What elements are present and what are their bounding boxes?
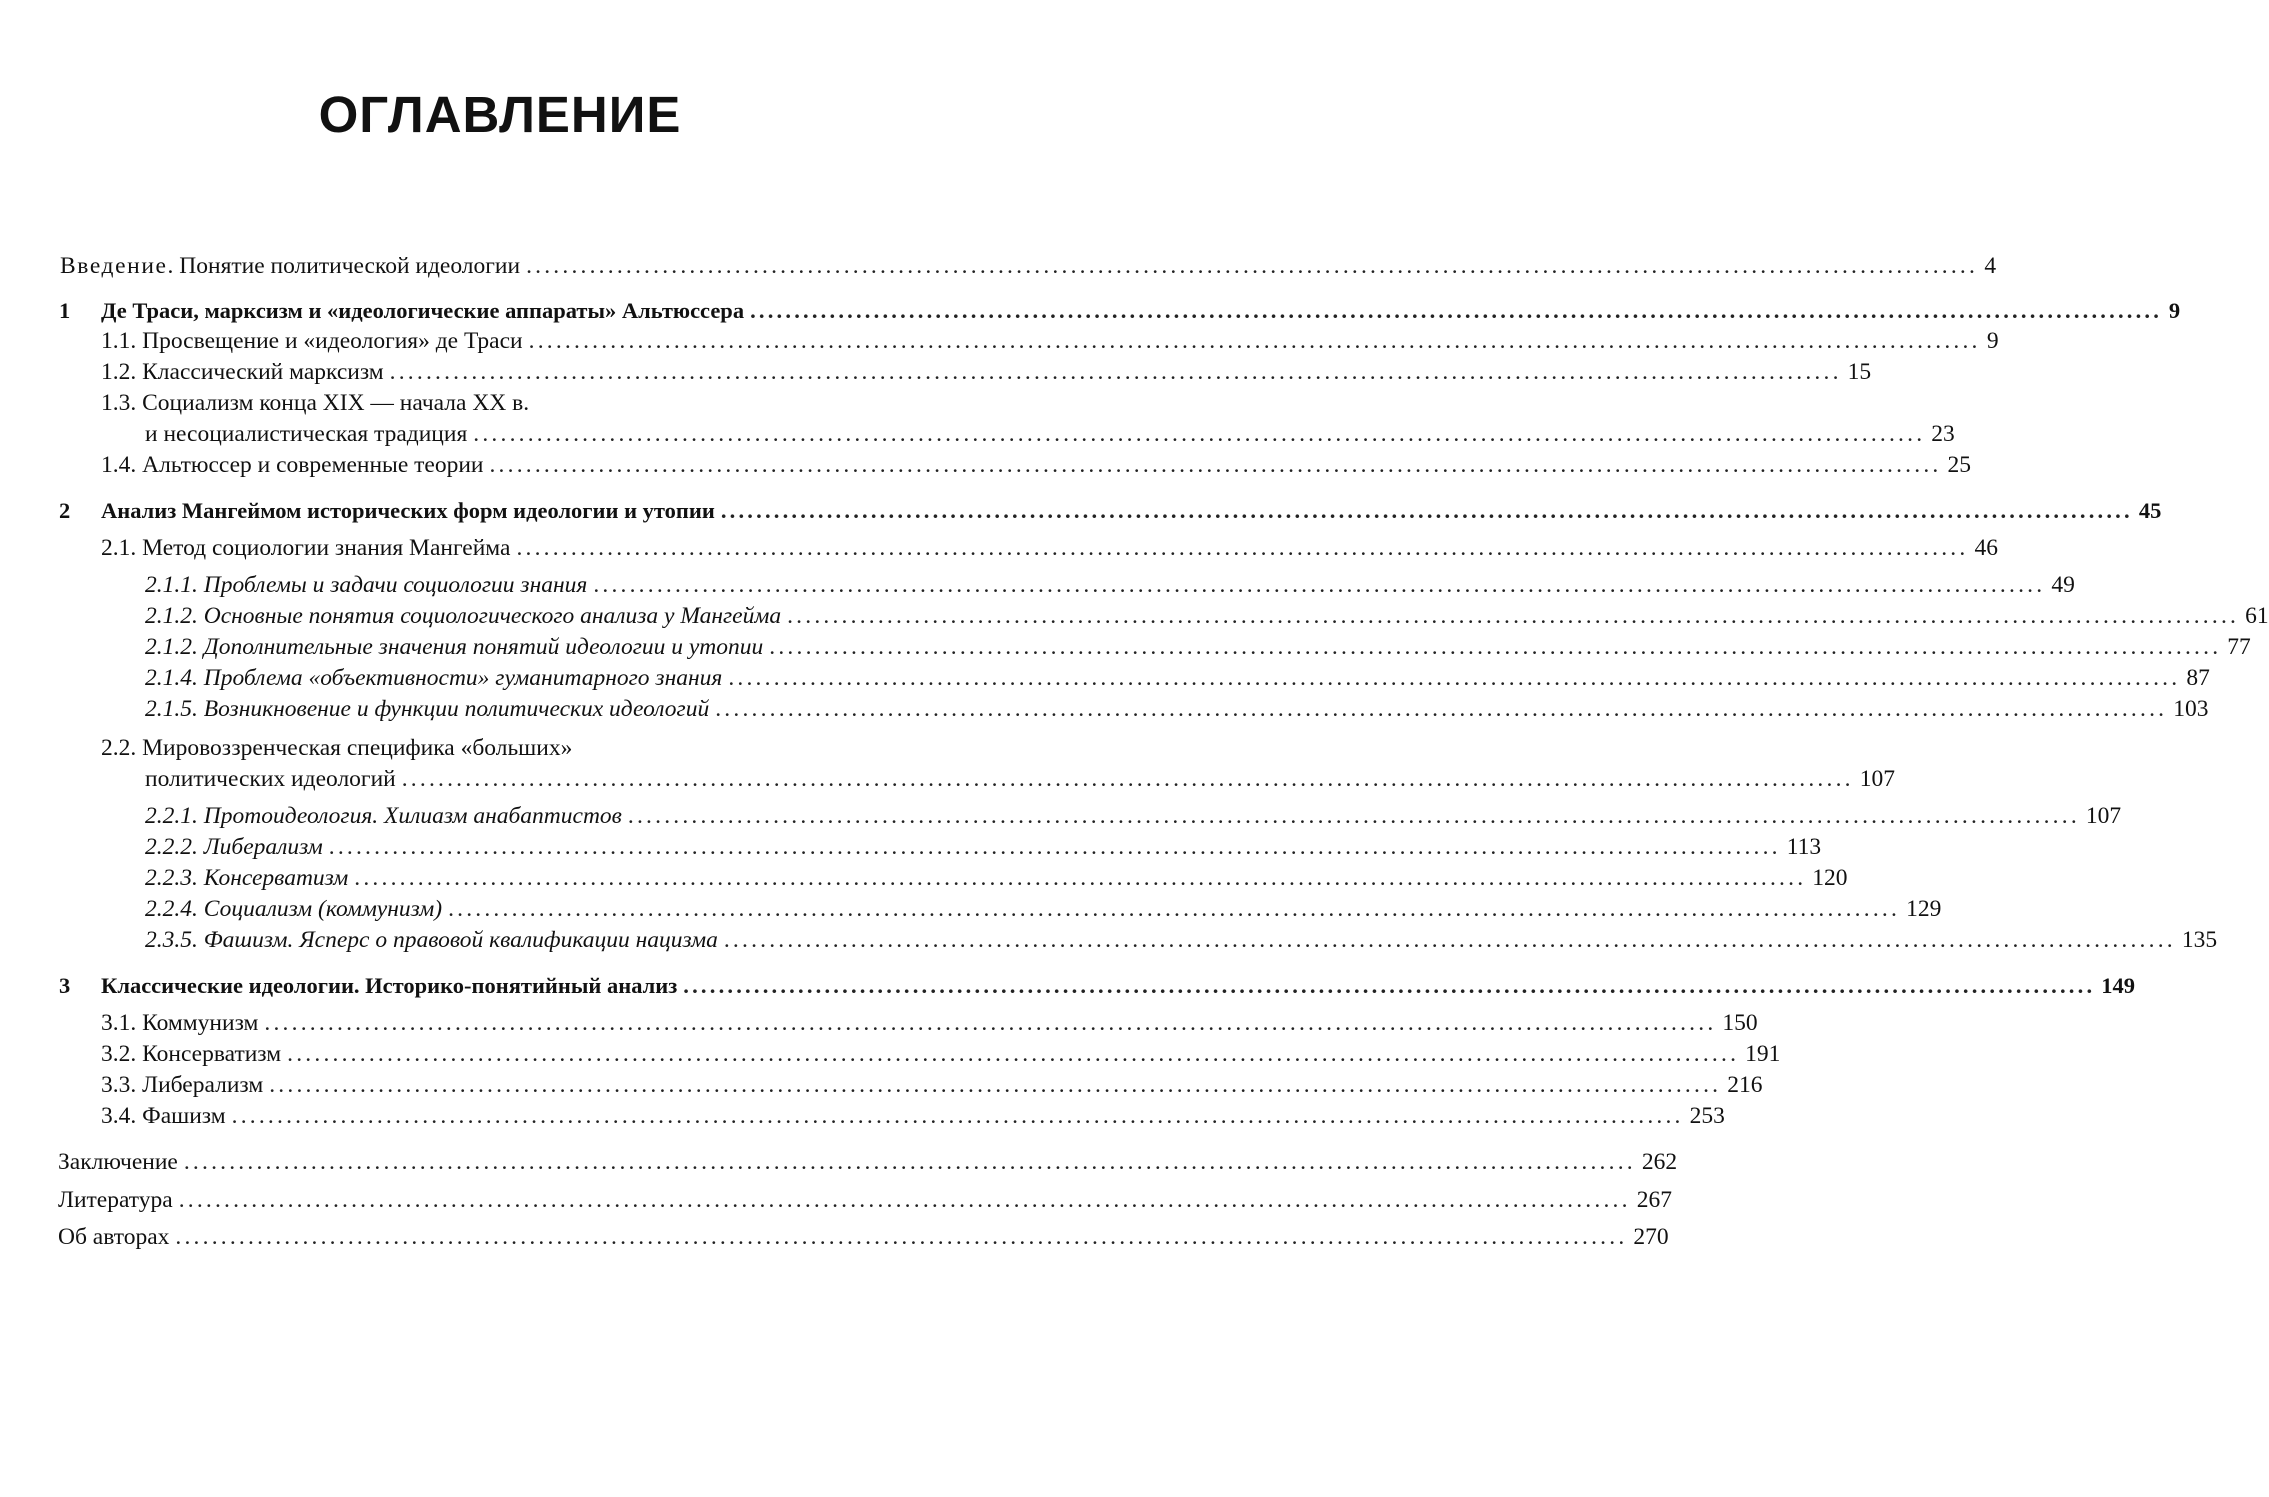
toc-entry-label: политических идеологий [145,766,396,792]
toc-entry-label: Литература [58,1187,173,1213]
toc-entry-label: Заключение [58,1149,178,1175]
toc-entry-label: 3.1. Коммунизм [101,1010,259,1036]
toc-entry-label: 3.3. Либерализм [101,1072,264,1098]
dot-leader: ................................................................................................................................................................ [401,766,1854,792]
intro-label: . Понятие политической идеологии [167,253,521,279]
toc-section-1-3-line1[interactable]: 1.3. Социализм конца XIX — начала XX в. [101,390,530,416]
toc-page-number: 87 [2186,665,2210,691]
toc-page-number: 107 [1859,766,1895,792]
toc-entry-label: 2.1.2. Дополнительные значения понятий идеологии и утопии [145,634,764,660]
dot-leader: ................................................................................................................................................................ [287,1041,1740,1067]
toc-entry-label: 3.2. Консерватизм [101,1041,282,1067]
toc-entry-label: 1.4. Альтюссер и современные теории [101,452,484,478]
toc-entry-label: 2.1.2. Основные понятия социологического анализа у Мангейма [145,603,782,629]
toc-entry-label [60,251,520,282]
toc-section-2-2[interactable] [145,764,1895,795]
page-title: ОГЛАВЛЕНИЕ [318,86,682,143]
toc-entry-label: Классические идеологии. Историко-понятийный анализ [101,973,678,998]
dot-leader: ................................................................................................................................................................ [787,603,2240,629]
toc-entry-intro[interactable] [60,251,1997,282]
toc-page-number: 9 [1986,328,1999,354]
dot-leader: ................................................................................................................................................................ [516,535,1969,561]
dot-leader: ................................................................................................................................................................ [473,421,1926,447]
toc-section-1-3[interactable] [145,419,1955,450]
toc-entry-label: 2.2.1. Протоидеология. Хилиазм анабаптистов [145,803,622,829]
dot-leader: ................................................................................................................................................................ [720,498,2133,523]
toc-page-number: 15 [1847,359,1872,385]
toc-entry-label: 2.1.5. Возникновение и функции политических идеологий [145,696,710,722]
toc-page-number: 49 [2051,572,2075,598]
dot-leader: ................................................................................................................................................................ [328,834,1781,860]
toc-page-number: 23 [1931,421,1955,447]
dot-leader: ................................................................................................................................................................ [750,298,2163,323]
toc-subsection-2-1-2b[interactable] [145,632,2251,663]
toc-entry-authors[interactable] [58,1222,1669,1253]
toc-subsection-2-2-2[interactable] [145,832,1822,863]
toc-section-2-2-line1[interactable]: 2.2. Мировоззренческая специфика «больших» [101,735,573,761]
toc-entry-label: 1.1. Просвещение и «идеология» де Траси [101,328,523,354]
toc-section-1-4[interactable] [101,450,1971,481]
toc-subsection-2-1-2[interactable] [145,601,2269,632]
dot-leader: ................................................................................................................................................................ [175,1224,1628,1250]
dot-leader: ................................................................................................................................................................ [769,634,2222,660]
toc-chapter-2[interactable] [101,495,2162,526]
toc-page-number: 135 [2181,927,2218,953]
toc-subsection-2-2-1[interactable] [145,801,2122,832]
toc-page-number: 191 [1745,1041,1781,1067]
toc-section-3-3[interactable] [101,1070,1763,1101]
toc-entry-literature[interactable] [58,1185,1672,1216]
intro-prefix: Введение [60,253,168,279]
toc-entry-conclusion[interactable] [58,1147,1678,1178]
toc-page-number: 129 [1906,896,1942,922]
toc-page-number: 267 [1636,1187,1672,1213]
toc-section-2-1[interactable] [101,533,1998,564]
toc-page-number: 120 [1812,865,1848,891]
toc-page-number: 253 [1689,1103,1725,1129]
dot-leader: ................................................................................................................................................................ [728,665,2181,691]
toc-subsection-2-1-5[interactable] [145,694,2209,725]
toc-section-3-4[interactable] [101,1101,1725,1132]
dot-leader: ................................................................................................................................................................ [448,896,1901,922]
dot-leader: ................................................................................................................................................................ [231,1103,1684,1129]
toc-page-number: 25 [1947,452,1971,478]
chapter-number: 1 [59,298,71,323]
toc-page-number: 113 [1786,834,1822,860]
toc-entry-label: Де Траси, марксизм и «идеологические аппараты» Альтюссера [101,298,745,323]
chapter-number: 2 [59,498,71,523]
dot-leader: ................................................................................................................................................................ [178,1187,1631,1213]
chapter-number: 3 [59,973,71,998]
dot-leader: ................................................................................................................................................................ [354,865,1807,891]
toc-page-number: 77 [2227,634,2251,660]
toc-section-3-2[interactable] [101,1039,1781,1070]
toc-page-number: 61 [2245,603,2269,629]
toc-page-number: 4 [1984,253,1997,279]
toc-page-number: 150 [1722,1010,1758,1036]
toc-page-number: 45 [2138,498,2162,523]
toc-chapter-1[interactable] [101,295,2181,326]
dot-leader: ................................................................................................................................................................ [264,1010,1717,1036]
toc-entry-label: и несоциалистическая традиция [145,421,468,447]
dot-leader: ................................................................................................................................................................ [183,1149,1636,1175]
toc-page-number: 262 [1641,1149,1678,1175]
toc-subsection-2-2-4[interactable] [145,894,1942,925]
toc-entry-label: 2.3.5. Фашизм. Ясперс о правовой квалификации нацизма [145,927,718,953]
toc-entry-label: Анализ Мангеймом исторических форм идеологии и утопии [101,498,715,523]
dot-leader: ................................................................................................................................................................ [683,973,2096,998]
toc-section-3-1[interactable] [101,1008,1758,1039]
toc-page-number: 270 [1633,1224,1669,1250]
toc-page-number: 216 [1727,1072,1763,1098]
toc-page-number: 9 [2168,298,2181,323]
dot-leader: ................................................................................................................................................................ [528,328,1981,354]
toc-entry-label: 2.2.2. Либерализм [145,834,323,860]
toc-section-1-1[interactable] [101,326,1999,357]
dot-leader: ................................................................................................................................................................ [389,359,1842,385]
dot-leader: ................................................................................................................................................................ [715,696,2168,722]
toc-page-number: 46 [1974,535,1998,561]
toc-entry-label: 3.4. Фашизм [101,1103,226,1129]
toc-page-number: 103 [2173,696,2209,722]
dot-leader: ................................................................................................................................................................ [593,572,2046,598]
toc-chapter-3[interactable] [101,970,2136,1001]
toc-subsection-2-2-3[interactable] [145,863,1848,894]
toc-entry-label: 1.2. Классический марксизм [101,359,384,385]
toc-subsection-2-1-1[interactable] [145,570,2075,601]
dot-leader: ................................................................................................................................................................ [489,452,1942,478]
dot-leader: ................................................................................................................................................................ [723,927,2176,953]
toc-subsection-2-3-5[interactable] [145,925,2218,956]
dot-leader: ................................................................................................................................................................ [269,1072,1722,1098]
dot-leader: ................................................................................................................................................................ [526,253,1979,279]
toc-section-1-2[interactable] [101,357,1872,388]
toc-entry-label: 2.2.4. Социализм (коммунизм) [145,896,443,922]
toc-subsection-2-1-4[interactable] [145,663,2210,694]
toc-entry-label: 2.1.1. Проблемы и задачи социологии знания [145,572,588,598]
toc-page-number: 107 [2085,803,2122,829]
toc-entry-label: Об авторах [58,1224,170,1250]
toc-entry-label: 2.1.4. Проблема «объективности» гуманитарного знания [145,665,723,691]
dot-leader: ................................................................................................................................................................ [627,803,2080,829]
toc-entry-label: 2.2.3. Консерватизм [145,865,349,891]
toc-page-number: 149 [2101,973,2136,998]
toc-entry-label: 2.1. Метод социологии знания Мангейма [101,535,511,561]
